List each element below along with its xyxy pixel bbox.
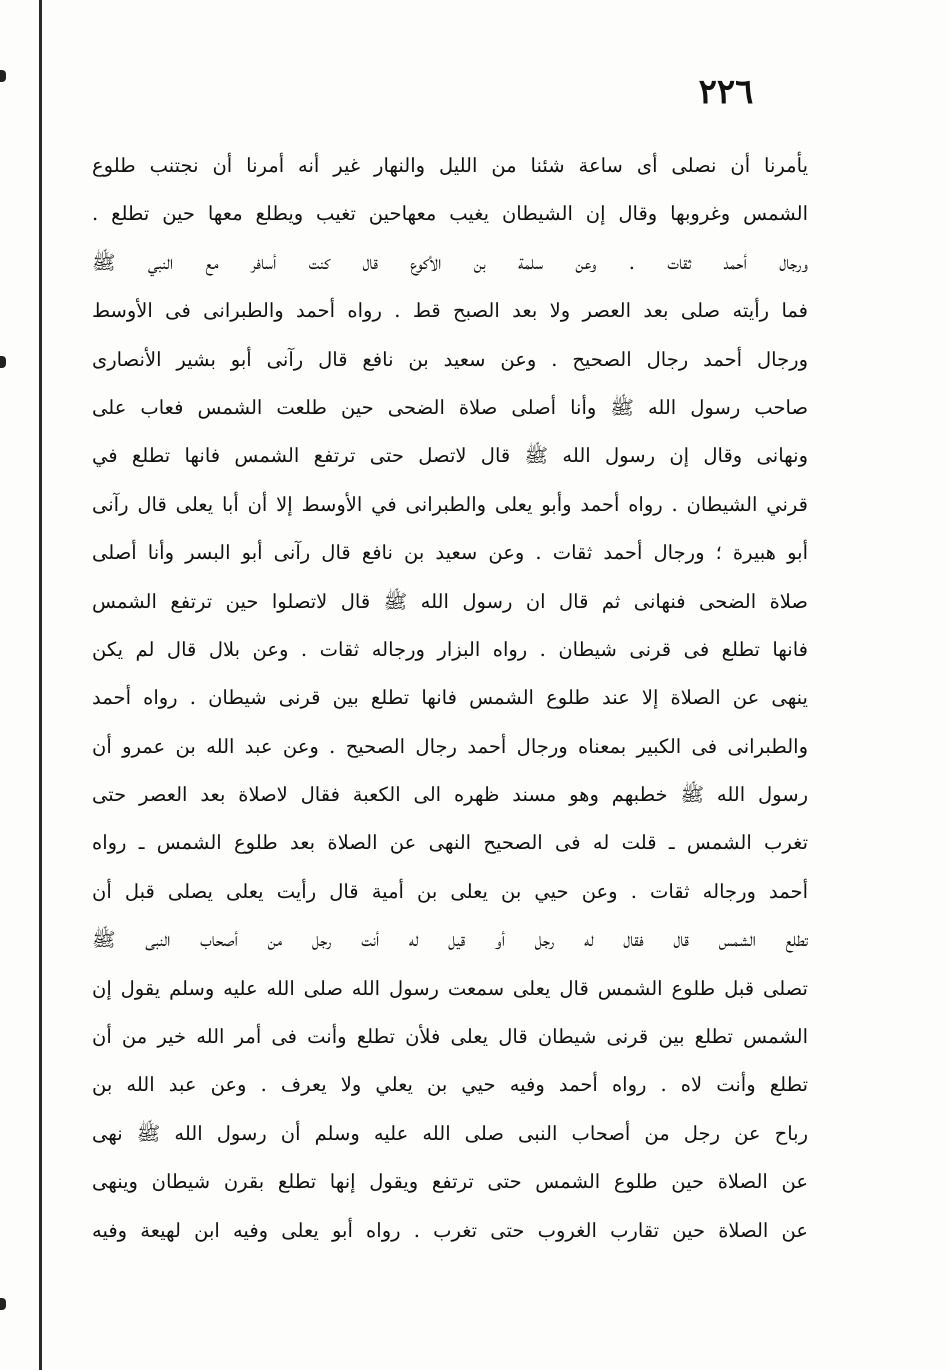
text-line: تطلع الشمس قال فقال له رجل أو قيل له أنت رجل من أصحاب النبى ﷺ (92, 928, 808, 952)
binder-hole-mark (0, 70, 6, 82)
text-line: أبو هبيرة ؛ ورجال أحمد ثقات . وعن سعيد بن نافع قال رآنى أبو البسر وأنا أصلى (92, 541, 808, 565)
text-line: يأمرنا أن نصلى أى ساعة شئنا من الليل والنهار غير أنه أمرنا أن نجتنب طلوع (92, 154, 808, 177)
text-line: رباح عن رجل من أصحاب النبى صلى الله عليه وسلم أن رسول الله ﷺ نهى (92, 1121, 808, 1145)
margin-rule (39, 0, 42, 1370)
text-line: أحمد ورجاله ثقات . وعن حيي بن يعلى بن أمية قال رأيت يعلى يصلى قبل أن (92, 879, 808, 903)
text-line: صاحب رسول الله ﷺ وأنا أصلى صلاة الضحى حين طلعت الشمس فعاب على (92, 395, 808, 419)
text-line: عن الصلاة حين طلوع الشمس حتى ترتفع ويقول إنها تطلع بقرن شيطان وينهى (92, 1170, 808, 1194)
binder-hole-mark (0, 356, 6, 368)
text-line: تغرب الشمس ـ قلت له فى الصحيح النهى عن الصلاة بعد طلوع الشمس ـ رواه (92, 831, 808, 855)
text-line: ورجال أحمد رجال الصحيح . وعن سعيد بن نافع قال رآنى أبو بشير الأنصارى (92, 347, 808, 371)
text-line: صلاة الضحى فنهانى ثم قال ان رسول الله ﷺ قال لاتصلوا حين ترتفع الشمس (92, 589, 808, 613)
text-line: الشمس وغروبها وقال إن الشيطان يغيب معهاحين تغيب ويطلع معها حين تطلع . (92, 202, 808, 226)
text-line: فما رأيته صلى بعد العصر ولا بعد الصبح قط . رواه أحمد والطبرانى فى الأوسط (92, 299, 808, 323)
body-text (92, 142, 808, 1255)
text-line: تصلى قبل طلوع الشمس قال يعلى سمعت رسول الله صلى الله عليه وسلم يقول إن (92, 976, 808, 1000)
text-line: والطبرانى فى الكبير بمعناه ورجال أحمد رجال الصحيح . وعن عبد الله بن عمرو أن (92, 734, 808, 758)
text-line: فانها تطلع فى قرنى شيطان . رواه البزار ورجاله ثقات . وعن بلال قال لم يكن (92, 637, 808, 661)
text-line: ينهى عن الصلاة إلا عند طلوع الشمس فانها تطلع بين قرنى شيطان . رواه أحمد (92, 686, 808, 710)
text-line: تطلع وأنت لاه . رواه أحمد وفيه حيي بن يعلي ولا يعرف . وعن عبد الله بن (92, 1073, 808, 1097)
text-line: الشمس تطلع بين قرنى شيطان قال يعلى فلأن تطلع وأنت فى أمر الله خير من أن (92, 1025, 808, 1049)
text-line: عن الصلاة حين تقارب الغروب حتى تغرب . رواه أبو يعلى وفيه ابن لهيعة وفيه (92, 1218, 808, 1242)
page-number: ٢٢٦ (698, 72, 754, 112)
text-line: قرني الشيطان . رواه أحمد وأبو يعلى والطبرانى في الأوسط إلا أن أبا يعلى قال رآنى (92, 492, 808, 516)
text-line: رسول الله ﷺ خطبهم وهو مسند ظهره الى الكعبة فقال لاصلاة بعد العصر حتى (92, 783, 808, 807)
binder-hole-mark (0, 1298, 6, 1310)
text-line: ونهانى وقال إن رسول الله ﷺ قال لاتصل حتى ترتفع الشمس فانها تطلع في (92, 444, 808, 468)
text-line: ورجال أحمد ثقات . وعن سلمة بن الأكوع قال كنت أسافر مع النبي ﷺ (92, 250, 808, 274)
